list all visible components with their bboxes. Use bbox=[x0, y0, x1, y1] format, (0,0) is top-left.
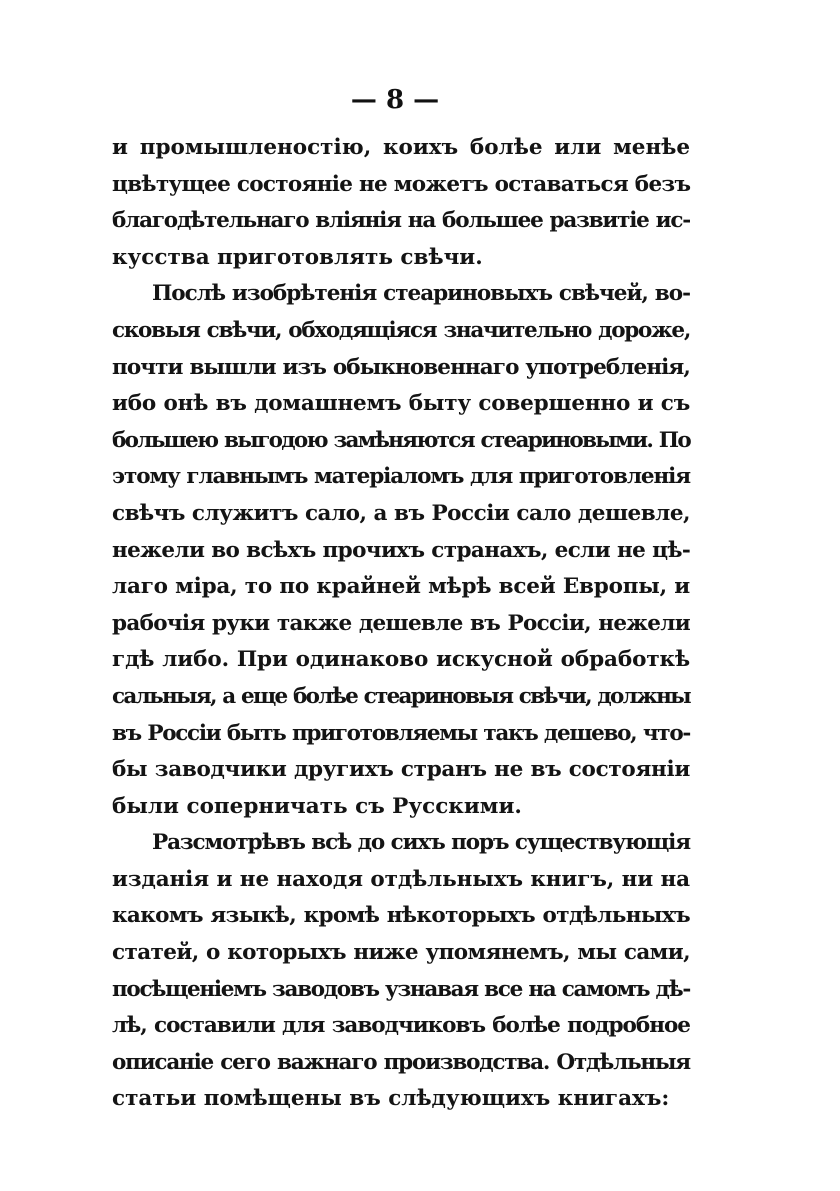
text-line: большею выгодою замѣняются стеариновыми. По bbox=[112, 427, 690, 453]
paragraph-start-line: Послѣ изобрѣтенія стеариновыхъ свѣчей, во- bbox=[152, 281, 690, 307]
text-line: свѣчъ служитъ сало, а въ Россіи сало дешевле, bbox=[112, 500, 690, 526]
text-line: рабочія руки также дешевле въ Россіи, нежели bbox=[112, 610, 690, 636]
text-line: нежели во всѣхъ прочихъ странахъ, если не цѣ- bbox=[112, 537, 691, 563]
page-number: — 8 — bbox=[350, 85, 440, 115]
paragraph-end-line: кусства приготовлять свѣчи. bbox=[112, 244, 483, 270]
paragraph-end-line: статьи помѣщены въ слѣдующихъ книгахъ: bbox=[112, 1086, 670, 1112]
text-line: какомъ языкѣ, кромѣ нѣкоторыхъ отдѣльныхъ bbox=[112, 903, 690, 929]
text-line: цвѣтущее состояніе не можетъ оставаться безъ bbox=[112, 171, 691, 197]
text-line: благодѣтельнаго вліянія на большее развитіе ис- bbox=[112, 208, 690, 234]
paragraph-start-line: Разсмотрѣвъ всѣ до сихъ поръ существующія bbox=[152, 830, 690, 856]
text-line: почти вышли изъ обыкновеннаго употребленія, bbox=[112, 354, 690, 380]
text-line: описаніе сего важнаго производства. Отдѣльныя bbox=[112, 1049, 690, 1075]
text-line: ибо онѣ въ домашнемъ быту совершенно и съ bbox=[112, 391, 690, 417]
text-line: изданія и не находя отдѣльныхъ книгъ, ни на bbox=[112, 866, 690, 892]
text-line: сковыя свѣчи, обходящіяся значительно дороже, bbox=[112, 317, 690, 343]
text-line: посѣщеніемъ заводовъ узнавая все на самомъ дѣ- bbox=[112, 976, 690, 1002]
text-line: бы заводчики другихъ странъ не въ состояніи bbox=[112, 757, 690, 783]
text-line: и промышленостію, коихъ болѣе или менѣе bbox=[112, 135, 690, 160]
paragraph-end-line: были соперничать съ Русскими. bbox=[112, 793, 522, 819]
text-line: статей, о которыхъ ниже упомянемъ, мы сами, bbox=[112, 940, 690, 966]
body-text bbox=[112, 130, 690, 1118]
text-line: гдѣ либо. При одинаково искусной обработкѣ bbox=[112, 647, 690, 673]
text-line: въ Россіи быть приготовляемы такъ дешево, что- bbox=[112, 720, 690, 746]
text-line: сальныя, а еще болѣе стеариновыя свѣчи, должны bbox=[112, 683, 690, 709]
text-line: лѣ, составили для заводчиковъ болѣе подробное bbox=[112, 1013, 690, 1039]
text-line: этому главнымъ матеріаломъ для приготовленія bbox=[112, 464, 690, 490]
text-line: лаго міра, то по крайней мѣрѣ всей Европы, и bbox=[112, 574, 690, 600]
